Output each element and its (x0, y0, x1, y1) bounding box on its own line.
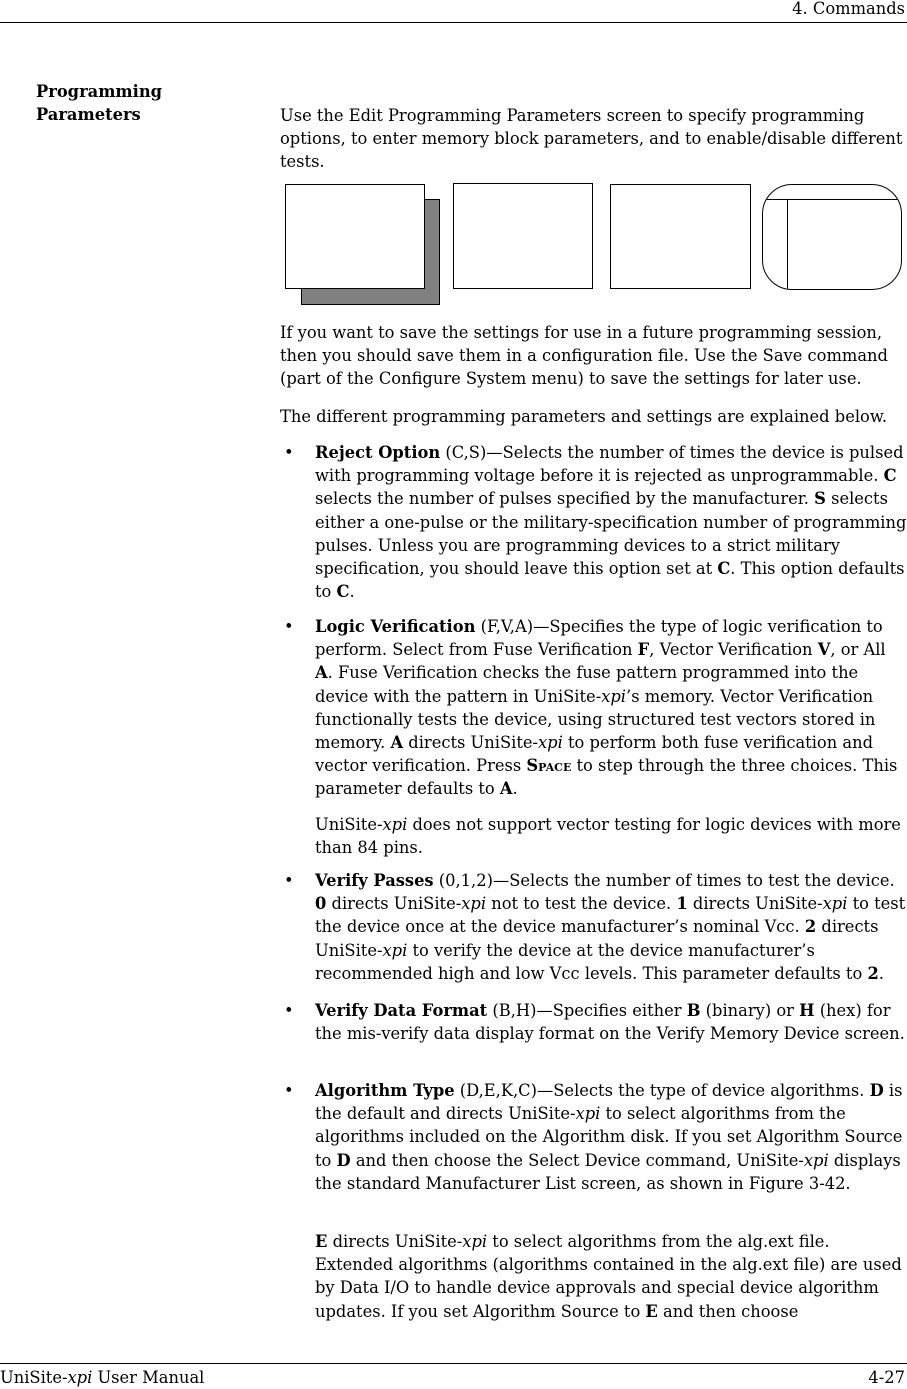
bullet-text (315, 441, 907, 603)
text-run: selects either a one-pulse or the military-specification number of programming pulses. Unless you are programming devices to a strict military specification, you should leave this option set at (315, 489, 907, 579)
text-run: xpi (382, 815, 408, 834)
text-run: . This option defaults to (315, 559, 905, 602)
chapter-title: 4. Commands (792, 0, 905, 18)
bullet-icon: • (284, 871, 294, 890)
page-footer (0, 1363, 907, 1387)
bold-text-run: D (336, 1150, 351, 1170)
text-run: to test the device once at the device manufacturer’s nominal Vcc. (315, 894, 906, 937)
bullet-icon: • (284, 443, 294, 462)
vector-testing-note (315, 813, 907, 859)
text-run: (B,H)—Specifies either (487, 1001, 687, 1020)
screen-box (285, 184, 425, 289)
text-run: not to test the device. (486, 894, 677, 914)
text-run: (C,S)—Selects the number of times the device is pulsed with programming voltage before it is rejected as unprogrammable. (315, 443, 904, 486)
manual-title (0, 1366, 204, 1389)
bold-text-run: D (869, 1081, 884, 1100)
bold-text-run: 2 (804, 917, 817, 937)
text-run: directs UniSite- (687, 894, 823, 914)
bold-text-run: 1 (676, 894, 688, 914)
bullet-verify-data-format (280, 999, 907, 1045)
bold-text-run: H (799, 1001, 815, 1020)
text-run: , or All (830, 640, 886, 660)
bold-text-run: A (499, 779, 513, 799)
text-run: and then choose the Select Device command, UniSite- (350, 1150, 804, 1170)
screen-box (610, 184, 751, 289)
bold-text-run: F (637, 640, 650, 660)
bullet-icon: • (284, 1081, 294, 1100)
bold-text-run: C (717, 559, 731, 579)
text-run: (D,E,K,C)—Selects the type of device algorithms. (454, 1081, 870, 1100)
screen-box (453, 183, 593, 289)
text-run: . (512, 779, 518, 799)
bullet-text (315, 869, 907, 985)
bold-text-run: S (814, 489, 826, 509)
text-run: directs UniSite- (403, 733, 538, 753)
text-run: xpi (601, 686, 627, 706)
text-run: does not support vector testing for logic devices with more than 84 pins. (315, 815, 901, 858)
bold-text-run: 2 (867, 963, 879, 983)
bullet-reject-option (280, 441, 907, 603)
text-run: to select algorithms from the algorithms included on the Algorithm disk. If you set Algorithm Source to (315, 1104, 903, 1170)
text-run: displays the standard Manufacturer List screen, as shown in Figure 3-42. (315, 1150, 901, 1193)
text-run: to perform both fuse verification and vector verification. Press (315, 733, 874, 776)
bold-text-run: Verify Data Format (315, 1001, 488, 1020)
text-run: directs UniSite- (326, 894, 462, 914)
bold-text-run: V (817, 640, 831, 660)
text-run: ’s memory. Vector Verification functionally tests the device, using structured test vectors stored in memory. (315, 686, 876, 753)
bold-text-run: B (686, 1001, 701, 1020)
text-run: UniSite- (315, 815, 383, 834)
bullet-algorithm-type (280, 1079, 907, 1195)
text-run: . (878, 963, 884, 983)
bold-text-run: C (883, 466, 897, 486)
bold-text-run: E (315, 1232, 328, 1251)
text-run: Space (526, 756, 572, 776)
text-run: xpi (382, 940, 408, 960)
bullet-icon: • (284, 1001, 294, 1020)
text-run: and then choose (657, 1301, 799, 1321)
section-heading-line: Programming (36, 82, 163, 101)
bullet-icon: • (284, 617, 294, 636)
section-heading (36, 80, 162, 126)
text-run: directs UniSite- (315, 917, 879, 960)
page-header (0, 0, 907, 23)
bold-text-run: E (645, 1301, 658, 1321)
text-run: xpi (461, 894, 487, 914)
text-run: to select algorithms from the alg.ext file. Extended algorithms (algorithms contained in the alg.ext file) are used by Data I/O to handle device approvals and special device algorithm updates. If you set Algorithm Source to (315, 1232, 902, 1321)
text-run: xpi (538, 733, 563, 753)
bullet-text (315, 1079, 907, 1195)
bold-text-run: Reject Option (315, 443, 441, 462)
bold-text-run: Verify Passes (315, 871, 434, 890)
manual-title-part: UniSite- (0, 1368, 68, 1387)
text-run: . Fuse Verification checks the fuse pattern programmed into the device with the pattern in UniSite- (315, 663, 859, 706)
save-settings-paragraph (280, 321, 907, 391)
bullet-text (315, 615, 907, 801)
text-run: The different programming parameters and settings are explained below. (280, 407, 888, 426)
page-number: 4-27 (868, 1368, 905, 1387)
section-heading-line: Parameters (36, 105, 141, 125)
intro-paragraph (280, 104, 907, 174)
bold-text-run: C (336, 582, 350, 602)
bold-text-run: 0 (315, 894, 327, 914)
bold-text-run: A (315, 663, 328, 683)
bold-text-run: Logic Verification (315, 617, 476, 636)
text-run: . (349, 582, 355, 602)
rounded-screen-box (762, 184, 902, 290)
bullet-text (315, 999, 907, 1045)
bullet-logic-verification (280, 615, 907, 801)
text-run: If you want to save the settings for use in a future programming session, then you should save them in a configuration file. Use the Save command (part of the Configure System menu) to save the settings for later use. (280, 323, 888, 389)
bullet-verify-passes (280, 869, 907, 985)
manual-title-part: xpi (67, 1368, 93, 1387)
text-run: to verify the device at the device manufacturer’s recommended high and low Vcc levels. This parameter defaults to (315, 940, 868, 983)
text-run: Use the Edit Programming Parameters screen to specify programming options, to enter memory block parameters, and to enable/disable different tests. (280, 106, 903, 172)
explanation-paragraph (280, 405, 907, 428)
text-run: is the default and directs UniSite- (315, 1081, 903, 1124)
text-run: (F,V,A)—Specifies the type of logic verification to perform. Select from Fuse Verification (315, 617, 883, 660)
bold-text-run: Algorithm Type (315, 1081, 455, 1100)
text-run: (hex) for the mis-verify data display format on the Verify Memory Device screen. (315, 1001, 905, 1044)
text-run: xpi (575, 1104, 601, 1124)
text-run: (0,1,2)—Selects the number of times to test the device. (433, 871, 895, 890)
text-run: , Vector Verification (649, 640, 818, 660)
extended-algorithms-note (315, 1230, 907, 1323)
bold-text-run: A (390, 733, 404, 753)
text-run: xpi (822, 894, 848, 914)
text-run: to step through the three choices. This parameter defaults to (315, 756, 898, 799)
text-run: xpi (803, 1150, 829, 1170)
text-run: xpi (462, 1232, 488, 1251)
text-run: (binary) or (700, 1001, 800, 1020)
manual-title-part: User Manual (92, 1368, 205, 1387)
text-run: directs UniSite- (327, 1232, 463, 1251)
text-run: selects the number of pulses specified by the manufacturer. (315, 489, 815, 509)
